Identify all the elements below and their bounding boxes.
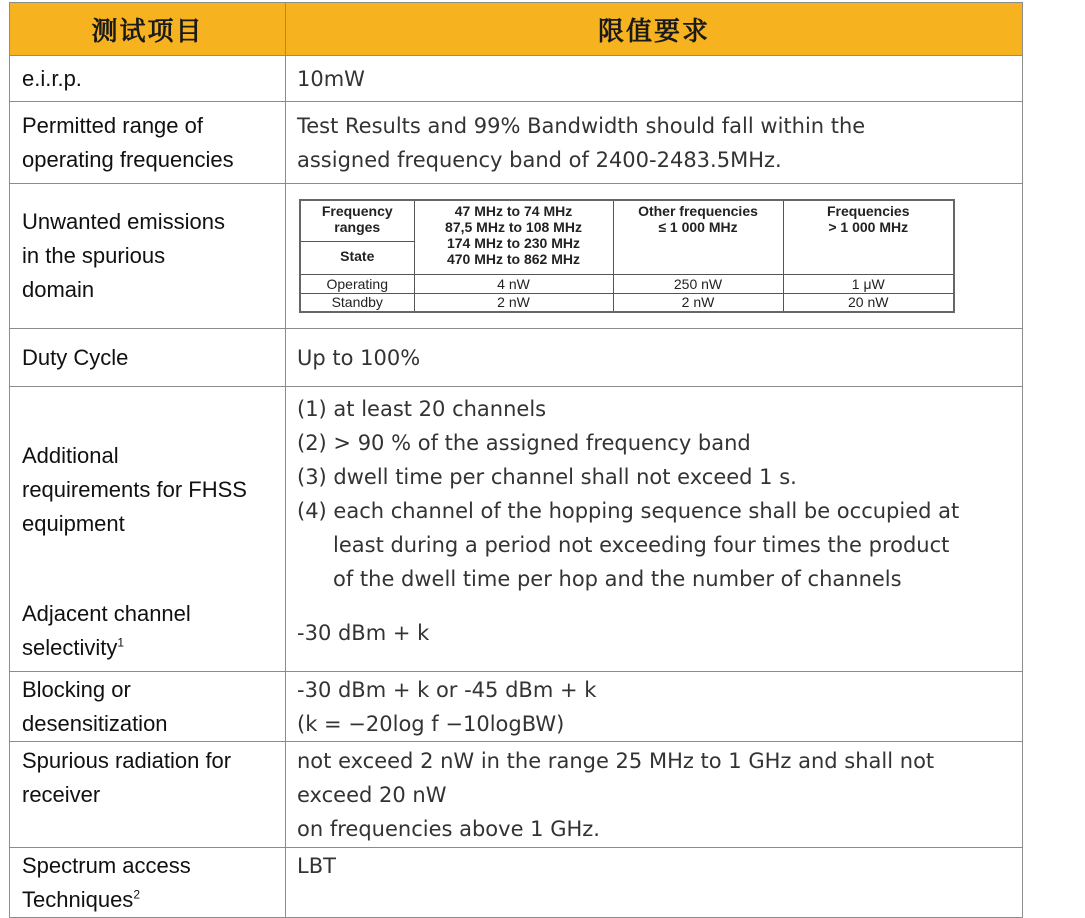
band-range-1: 47 MHz to 74 MHz xyxy=(454,203,573,219)
spurious-col-above-1ghz xyxy=(783,200,954,274)
spurious-standby-row xyxy=(300,293,954,312)
frequency-range-line-2: assigned frequency band of 2400-2483.5MHz. xyxy=(297,147,782,172)
fhss-item-4-cont-2: of the dwell time per hop and the number of channels xyxy=(333,567,902,591)
row-blocking xyxy=(10,672,1023,742)
row-spurious-receiver xyxy=(10,742,1023,848)
spurious-receiver-label xyxy=(10,742,286,848)
acs-value: -30 dBm + k xyxy=(297,621,430,645)
acs-label-text: selectivity xyxy=(22,635,118,660)
spectrum-access-label xyxy=(10,848,286,918)
requirements-table xyxy=(9,2,1023,918)
row-spurious-emissions xyxy=(10,184,1023,329)
blocking-label-line-2: desensitization xyxy=(22,710,168,736)
blocking-label xyxy=(10,672,286,742)
blocking-line-1: -30 dBm + k or -45 dBm + k xyxy=(297,677,597,702)
frequency-range-line-1: Test Results and 99% Bandwidth should fall within the xyxy=(297,113,866,138)
spurious-receiver-value xyxy=(286,742,1023,848)
spectrum-access-label-line-2 xyxy=(22,883,285,917)
blocking-line-2: (k = −20log f −10logBW) xyxy=(297,711,565,736)
spurious-limits-table xyxy=(299,199,955,313)
standby-above-value: 20 nW xyxy=(783,293,954,312)
fhss-item-2: (2) > 90 % of the assigned frequency band xyxy=(297,431,751,455)
operating-above-value: 1 μW xyxy=(783,274,954,293)
corner-state: State xyxy=(340,248,375,264)
spurious-corner-cell xyxy=(300,200,414,274)
acs-footnote-mark: 1 xyxy=(117,635,125,650)
spectrum-access-value: LBT xyxy=(286,848,1023,918)
other-freq-line-2: ≤ 1 000 MHz xyxy=(658,219,738,235)
corner-ranges: ranges xyxy=(334,219,381,235)
acs-label-line-2 xyxy=(22,631,285,665)
header-limit-requirement: 限值要求 xyxy=(286,3,1023,56)
row-duty-cycle xyxy=(10,329,1023,387)
spurious-emissions-label xyxy=(10,184,286,329)
band-range-3: 174 MHz to 230 MHz xyxy=(446,235,581,251)
other-freq-line-1: Other frequencies xyxy=(638,203,758,219)
spurious-receiver-label-line-1: Spurious radiation for xyxy=(22,748,232,773)
eirp-value: 10mW xyxy=(286,56,1023,102)
above-freq-line-1: Frequencies xyxy=(827,203,910,219)
operating-state: Operating xyxy=(300,274,414,293)
blocking-value xyxy=(286,672,1023,742)
header-test-item: 测试项目 xyxy=(10,3,286,56)
eirp-label: e.i.r.p. xyxy=(10,56,286,102)
spurious-receiver-line-2: exceed 20 nW xyxy=(297,782,447,807)
band-range-4: 470 MHz to 862 MHz xyxy=(446,251,581,267)
spurious-receiver-line-1: not exceed 2 nW in the range 25 MHz to 1 GHz and shall not xyxy=(297,748,935,773)
standby-band-value: 2 nW xyxy=(414,293,613,312)
spurious-emissions-value xyxy=(286,184,1023,329)
standby-state: Standby xyxy=(300,293,414,312)
spurious-receiver-line-3: on frequencies above 1 GHz. xyxy=(297,816,600,841)
spectrum-access-label-text: Techniques xyxy=(22,887,134,912)
frequency-range-value xyxy=(286,102,1023,184)
spectrum-access-label-line-1: Spectrum access xyxy=(22,853,191,878)
spurious-receiver-label-line-2: receiver xyxy=(22,782,101,807)
header-row xyxy=(10,3,1023,56)
fhss-acs-labels xyxy=(10,387,286,672)
duty-cycle-label: Duty Cycle xyxy=(10,329,286,387)
acs-label-line-1: Adjacent channel xyxy=(22,601,191,626)
spurious-header-row xyxy=(300,200,954,274)
operating-band-value: 4 nW xyxy=(414,274,613,293)
standby-other-value: 2 nW xyxy=(613,293,783,312)
fhss-item-4-cont-1: least during a period not exceeding four times the product xyxy=(333,533,950,557)
blocking-label-line-1: Blocking or xyxy=(22,676,131,702)
frequency-range-label: Permitted range of operating frequencies xyxy=(10,102,286,184)
spurious-label-line-3: domain xyxy=(22,277,95,302)
operating-other-value: 250 nW xyxy=(613,274,783,293)
row-spectrum-access xyxy=(10,848,1023,918)
band-range-2: 87,5 MHz to 108 MHz xyxy=(445,219,582,235)
spurious-operating-row xyxy=(300,274,954,293)
spurious-col-band-ranges xyxy=(414,200,613,274)
spurious-label-line-1: Unwanted emissions xyxy=(22,209,225,234)
row-fhss-and-acs xyxy=(10,387,1023,672)
fhss-acs-values xyxy=(286,387,1023,672)
fhss-item-3: (3) dwell time per channel shall not exceed 1 s. xyxy=(297,465,797,489)
fhss-label-line-3: equipment xyxy=(22,511,125,536)
fhss-label-line-1: Additional xyxy=(22,443,119,468)
above-freq-line-2: > 1 000 MHz xyxy=(828,219,909,235)
row-frequency-range xyxy=(10,102,1023,184)
access-footnote-mark: 2 xyxy=(133,887,140,902)
fhss-label-line-2: requirements for FHSS xyxy=(22,477,247,502)
corner-frequency: Frequency xyxy=(321,203,393,219)
fhss-item-4: (4) each channel of the hopping sequence shall be occupied at xyxy=(297,499,960,523)
fhss-item-1: (1) at least 20 channels xyxy=(297,397,547,421)
spurious-label-line-2: in the spurious xyxy=(22,243,166,268)
spurious-col-other xyxy=(613,200,783,274)
row-eirp xyxy=(10,56,1023,102)
duty-cycle-value: Up to 100% xyxy=(286,329,1023,387)
